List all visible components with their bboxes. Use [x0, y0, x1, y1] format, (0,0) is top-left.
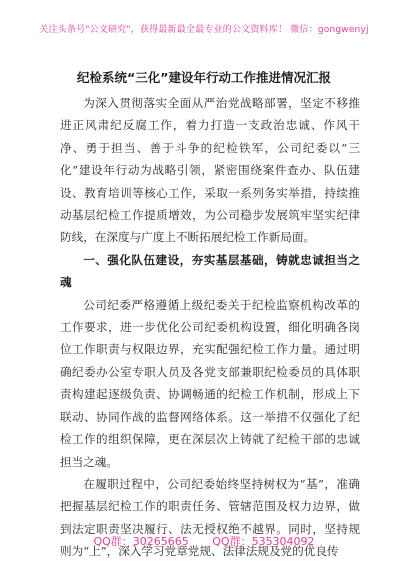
qq-group-1: QQ群：30265665: [93, 535, 189, 548]
body-paragraph: 公司纪委严格遵循上级纪委关于纪检监察机构改革的工作要求，进一步优化公司纪委机构设置，细化明确各岗位工作职责与权限边界，充实配强纪检工作力量。通过明确纪委办公室专职人员及各党支部兼职纪检委员的具体职责构建起逐级负责、协调畅通的纪检工作机制，形成上下联动、协同作战的监督网络体系。这一举措不仅强化了纪检工作的组织保障，更在深层次上铸就了纪检干部的忠诚担当之魂。: [60, 297, 360, 469]
section-heading: 一、强化队伍建设，夯实基层基础，铸就忠诚担当之魂: [60, 252, 360, 290]
intro-paragraph: 为深入贯彻落实全面从严治党战略部署，坚定不移推进正风肃纪反腐工作，着力打造一支政治忠诚、作风干净、勇于担当、善于斗争的纪检铁军，公司纪委以“三化”建设年行动为战略引领，紧密围绕案件查办、队伍建设、教育培训等核心工作，采取一系列务实举措，持续推动基层纪检工作提质增效，为公司稳步发展筑牢坚实纪律防线，在深度与广度上不断拓展纪检工作新局面。: [60, 96, 360, 245]
document-body: [60, 92, 360, 563]
body-paragraph: 在履职过程中，公司纪委始终坚持树权为“基”，准确把握基层纪检工作的职责任务、管辖范围及权力边界，做到法定职责坚决履行、法无授权绝不越界。同时，坚持规则为“上”，深入学习党章党规、法律法规及党的优良传: [60, 476, 360, 559]
qq-group-2: QQ群：535304092: [212, 535, 315, 548]
header-banner: 关注头条号"公文研究"，获得最新最全最专业的公文资料库！ 微信：gongwenyj: [39, 25, 369, 35]
document-title: 纪检系统“三化”建设年行动工作推进情况汇报: [77, 70, 331, 85]
footer: [0, 533, 408, 549]
